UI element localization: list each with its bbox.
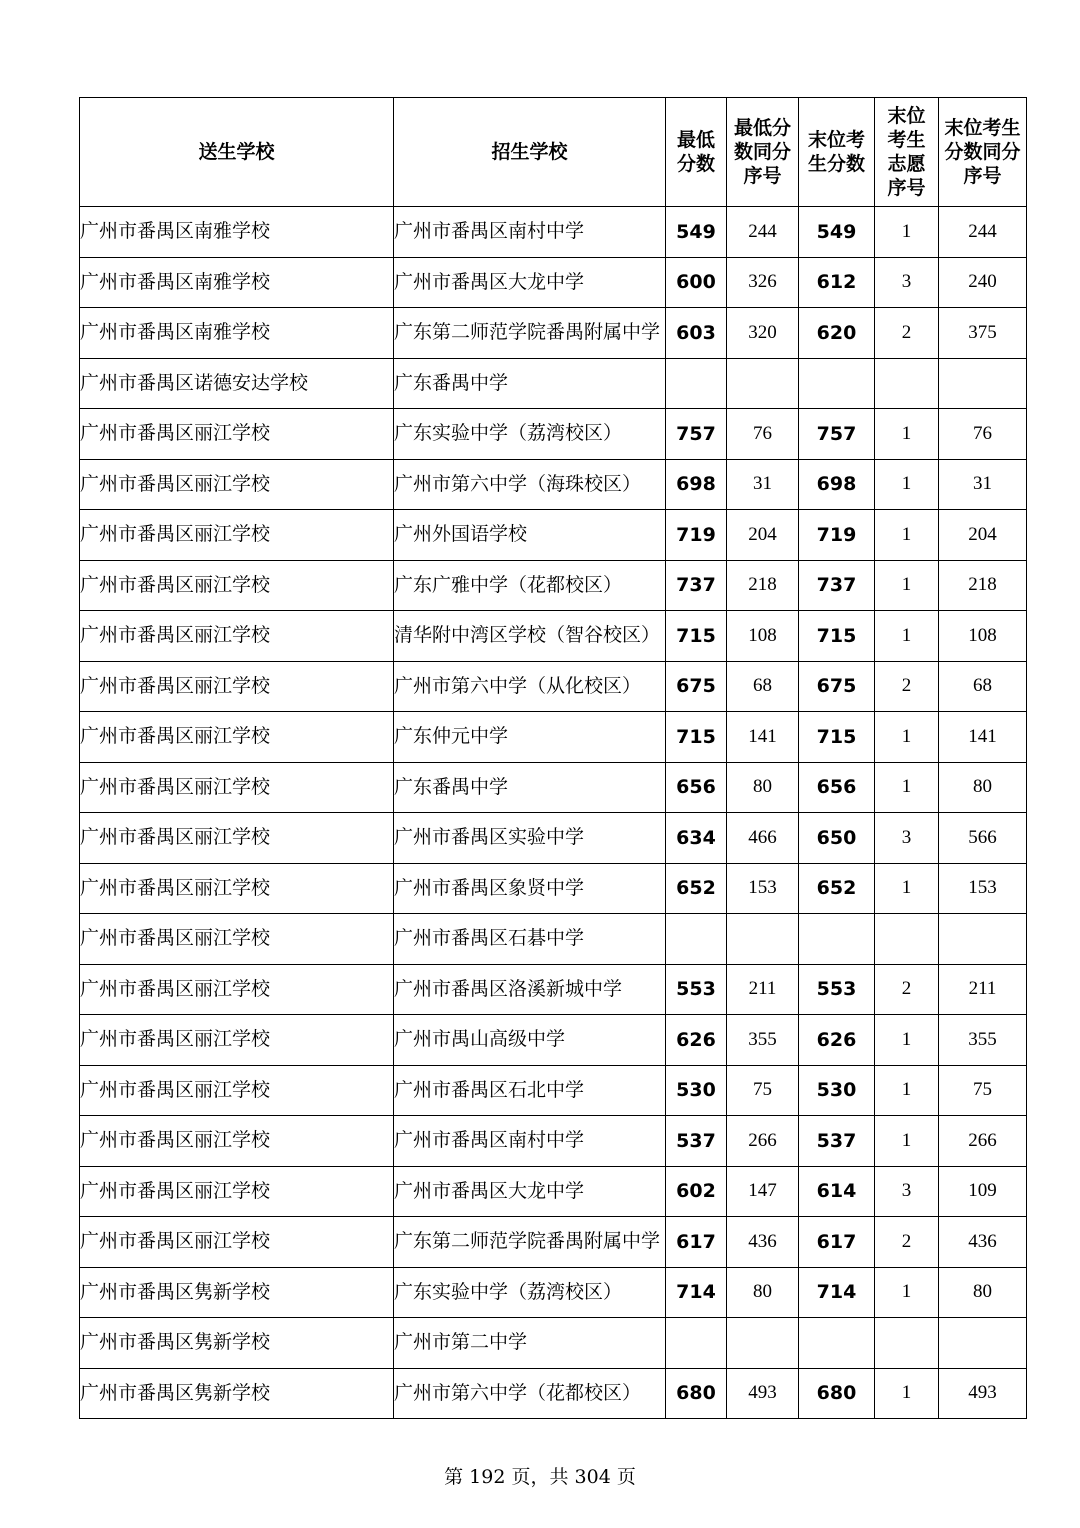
cell-sending-school: 广州市番禺区丽江学校 — [80, 1116, 394, 1167]
cell-admitting-school: 广州市番禺区象贤中学 — [394, 863, 666, 914]
cell-last-student-tie-rank: 266 — [939, 1116, 1027, 1167]
cell-sending-school: 广州市番禺区丽江学校 — [80, 914, 394, 965]
cell-admitting-school: 广州市番禺区石北中学 — [394, 1065, 666, 1116]
cell-last-student-tie-rank: 68 — [939, 661, 1027, 712]
cell-last-student-tie-rank: 355 — [939, 1015, 1027, 1066]
cell-admitting-school: 广州外国语学校 — [394, 510, 666, 561]
cell-min-score-tie-rank: 326 — [727, 257, 799, 308]
cell-sending-school: 广州市番禺区丽江学校 — [80, 762, 394, 813]
cell-min-score: 553 — [666, 964, 727, 1015]
cell-last-student-tie-rank: 153 — [939, 863, 1027, 914]
cell-min-score: 715 — [666, 712, 727, 763]
cell-last-student-score: 537 — [799, 1116, 875, 1167]
cell-last-student-tie-rank: 211 — [939, 964, 1027, 1015]
header-row — [80, 98, 1027, 207]
cell-admitting-school: 广州市番禺区大龙中学 — [394, 257, 666, 308]
page-number: 第 192 页，共 304 页 — [444, 1466, 636, 1488]
cell-admitting-school: 广州市禺山高级中学 — [394, 1015, 666, 1066]
cell-last-student-choice-rank: 1 — [875, 762, 939, 813]
table-row — [80, 914, 1027, 965]
cell-admitting-school: 广东第二师范学院番禺附属中学 — [394, 308, 666, 359]
cell-last-student-choice-rank: 1 — [875, 207, 939, 258]
cell-last-student-tie-rank: 80 — [939, 1267, 1027, 1318]
cell-last-student-tie-rank: 204 — [939, 510, 1027, 561]
cell-sending-school: 广州市番禺区诺德安达学校 — [80, 358, 394, 409]
cell-min-score: 603 — [666, 308, 727, 359]
cell-min-score-tie-rank: 204 — [727, 510, 799, 561]
table-row — [80, 1368, 1027, 1419]
cell-min-score-tie-rank: 355 — [727, 1015, 799, 1066]
cell-admitting-school: 广东广雅中学（花都校区） — [394, 560, 666, 611]
cell-min-score: 675 — [666, 661, 727, 712]
cell-min-score-tie-rank: 80 — [727, 1267, 799, 1318]
cell-min-score-tie-rank: 31 — [727, 459, 799, 510]
cell-min-score: 714 — [666, 1267, 727, 1318]
cell-admitting-school: 广州市第六中学（从化校区） — [394, 661, 666, 712]
cell-min-score: 656 — [666, 762, 727, 813]
cell-last-student-choice-rank: 1 — [875, 459, 939, 510]
cell-last-student-score: 617 — [799, 1217, 875, 1268]
cell-last-student-tie-rank: 108 — [939, 611, 1027, 662]
table-row — [80, 409, 1027, 460]
cell-sending-school: 广州市番禺区丽江学校 — [80, 1217, 394, 1268]
table-row — [80, 762, 1027, 813]
cell-min-score-tie-rank — [727, 1318, 799, 1369]
cell-min-score: 719 — [666, 510, 727, 561]
cell-last-student-score: 737 — [799, 560, 875, 611]
cell-last-student-tie-rank: 240 — [939, 257, 1027, 308]
cell-min-score-tie-rank: 147 — [727, 1166, 799, 1217]
cell-last-student-tie-rank: 218 — [939, 560, 1027, 611]
table-row — [80, 1267, 1027, 1318]
cell-admitting-school: 广东番禺中学 — [394, 762, 666, 813]
cell-last-student-choice-rank: 1 — [875, 510, 939, 561]
cell-min-score-tie-rank: 141 — [727, 712, 799, 763]
cell-last-student-score: 650 — [799, 813, 875, 864]
cell-admitting-school: 广州市番禺区南村中学 — [394, 207, 666, 258]
cell-last-student-tie-rank: 375 — [939, 308, 1027, 359]
cell-min-score: 602 — [666, 1166, 727, 1217]
table-row — [80, 964, 1027, 1015]
cell-admitting-school: 广州市番禺区洛溪新城中学 — [394, 964, 666, 1015]
cell-min-score-tie-rank: 266 — [727, 1116, 799, 1167]
cell-min-score-tie-rank: 153 — [727, 863, 799, 914]
cell-last-student-score: 656 — [799, 762, 875, 813]
cell-min-score-tie-rank: 466 — [727, 813, 799, 864]
table-row — [80, 207, 1027, 258]
cell-last-student-tie-rank: 436 — [939, 1217, 1027, 1268]
cell-last-student-tie-rank: 75 — [939, 1065, 1027, 1116]
table-row — [80, 1217, 1027, 1268]
cell-last-student-score: 612 — [799, 257, 875, 308]
cell-min-score: 549 — [666, 207, 727, 258]
table-row — [80, 510, 1027, 561]
cell-last-student-score: 715 — [799, 611, 875, 662]
cell-min-score — [666, 358, 727, 409]
cell-last-student-choice-rank: 2 — [875, 308, 939, 359]
cell-sending-school: 广州市番禺区丽江学校 — [80, 964, 394, 1015]
cell-last-student-choice-rank: 1 — [875, 1116, 939, 1167]
cell-min-score-tie-rank: 68 — [727, 661, 799, 712]
cell-min-score: 537 — [666, 1116, 727, 1167]
cell-last-student-tie-rank: 31 — [939, 459, 1027, 510]
table-row — [80, 611, 1027, 662]
table-row — [80, 257, 1027, 308]
cell-sending-school: 广州市番禺区南雅学校 — [80, 257, 394, 308]
cell-last-student-score: 620 — [799, 308, 875, 359]
cell-last-student-score: 675 — [799, 661, 875, 712]
cell-last-student-choice-rank — [875, 358, 939, 409]
cell-last-student-choice-rank: 1 — [875, 1368, 939, 1419]
cell-last-student-choice-rank: 1 — [875, 1065, 939, 1116]
table-row — [80, 560, 1027, 611]
table-row — [80, 1166, 1027, 1217]
cell-min-score-tie-rank: 80 — [727, 762, 799, 813]
table-row — [80, 1116, 1027, 1167]
cell-last-student-score — [799, 914, 875, 965]
cell-min-score: 617 — [666, 1217, 727, 1268]
table-row — [80, 1015, 1027, 1066]
header-admitting-school: 招生学校 — [394, 98, 666, 207]
header-last-student-tie-rank: 末位考生 分数同分 序号 — [939, 98, 1027, 207]
cell-sending-school: 广州市番禺区丽江学校 — [80, 409, 394, 460]
header-last-student-choice-rank: 末位 考生 志愿 序号 — [875, 98, 939, 207]
cell-last-student-score: 530 — [799, 1065, 875, 1116]
cell-admitting-school: 广东实验中学（荔湾校区） — [394, 409, 666, 460]
cell-sending-school: 广州市番禺区丽江学校 — [80, 712, 394, 763]
cell-last-student-choice-rank: 1 — [875, 1267, 939, 1318]
header-min-score: 最低 分数 — [666, 98, 727, 207]
table-row — [80, 308, 1027, 359]
cell-min-score: 737 — [666, 560, 727, 611]
cell-last-student-choice-rank: 2 — [875, 964, 939, 1015]
cell-last-student-tie-rank — [939, 914, 1027, 965]
cell-min-score-tie-rank: 108 — [727, 611, 799, 662]
cell-admitting-school: 广东番禺中学 — [394, 358, 666, 409]
cell-min-score-tie-rank — [727, 358, 799, 409]
cell-last-student-score: 680 — [799, 1368, 875, 1419]
cell-last-student-score: 757 — [799, 409, 875, 460]
cell-admitting-school: 广州市番禺区实验中学 — [394, 813, 666, 864]
cell-sending-school: 广州市番禺区丽江学校 — [80, 560, 394, 611]
table-row — [80, 1065, 1027, 1116]
table-row — [80, 712, 1027, 763]
header-last-student-score: 末位考 生分数 — [799, 98, 875, 207]
cell-last-student-tie-rank — [939, 358, 1027, 409]
cell-min-score: 698 — [666, 459, 727, 510]
cell-min-score-tie-rank: 493 — [727, 1368, 799, 1419]
admission-table — [79, 97, 1027, 1419]
table-row — [80, 459, 1027, 510]
table-row — [80, 358, 1027, 409]
header-sending-school: 送生学校 — [80, 98, 394, 207]
cell-last-student-choice-rank: 1 — [875, 863, 939, 914]
cell-last-student-score — [799, 358, 875, 409]
cell-last-student-score — [799, 1318, 875, 1369]
cell-last-student-choice-rank: 1 — [875, 611, 939, 662]
cell-min-score-tie-rank — [727, 914, 799, 965]
cell-admitting-school: 广州市番禺区石碁中学 — [394, 914, 666, 965]
cell-sending-school: 广州市番禺区隽新学校 — [80, 1318, 394, 1369]
cell-min-score-tie-rank: 75 — [727, 1065, 799, 1116]
header-min-score-tie-rank: 最低分 数同分 序号 — [727, 98, 799, 207]
cell-min-score: 680 — [666, 1368, 727, 1419]
cell-sending-school: 广州市番禺区丽江学校 — [80, 661, 394, 712]
cell-last-student-tie-rank: 109 — [939, 1166, 1027, 1217]
cell-last-student-tie-rank: 76 — [939, 409, 1027, 460]
cell-last-student-choice-rank: 3 — [875, 257, 939, 308]
cell-last-student-score: 652 — [799, 863, 875, 914]
cell-min-score: 634 — [666, 813, 727, 864]
cell-last-student-choice-rank: 2 — [875, 1217, 939, 1268]
cell-last-student-choice-rank: 1 — [875, 1015, 939, 1066]
cell-min-score-tie-rank: 211 — [727, 964, 799, 1015]
cell-min-score — [666, 914, 727, 965]
cell-last-student-score: 626 — [799, 1015, 875, 1066]
cell-last-student-tie-rank: 80 — [939, 762, 1027, 813]
cell-min-score: 715 — [666, 611, 727, 662]
cell-min-score: 652 — [666, 863, 727, 914]
cell-sending-school: 广州市番禺区丽江学校 — [80, 510, 394, 561]
cell-admitting-school: 广州市第二中学 — [394, 1318, 666, 1369]
table-body — [80, 207, 1027, 1419]
cell-last-student-choice-rank — [875, 914, 939, 965]
cell-last-student-score: 714 — [799, 1267, 875, 1318]
cell-min-score: 626 — [666, 1015, 727, 1066]
cell-admitting-school: 广州市第六中学（海珠校区） — [394, 459, 666, 510]
cell-last-student-score: 698 — [799, 459, 875, 510]
cell-admitting-school: 广州市番禺区南村中学 — [394, 1116, 666, 1167]
cell-admitting-school: 广东仲元中学 — [394, 712, 666, 763]
cell-sending-school: 广州市番禺区丽江学校 — [80, 459, 394, 510]
cell-min-score-tie-rank: 436 — [727, 1217, 799, 1268]
cell-min-score: 530 — [666, 1065, 727, 1116]
cell-sending-school: 广州市番禺区丽江学校 — [80, 1166, 394, 1217]
cell-min-score: 600 — [666, 257, 727, 308]
cell-sending-school: 广州市番禺区丽江学校 — [80, 1065, 394, 1116]
table-row — [80, 863, 1027, 914]
cell-last-student-tie-rank — [939, 1318, 1027, 1369]
cell-min-score: 757 — [666, 409, 727, 460]
table-row — [80, 661, 1027, 712]
cell-last-student-score: 719 — [799, 510, 875, 561]
cell-last-student-tie-rank: 244 — [939, 207, 1027, 258]
cell-min-score-tie-rank: 320 — [727, 308, 799, 359]
cell-last-student-choice-rank: 1 — [875, 409, 939, 460]
table-row — [80, 813, 1027, 864]
cell-sending-school: 广州市番禺区丽江学校 — [80, 611, 394, 662]
cell-admitting-school: 广东实验中学（荔湾校区） — [394, 1267, 666, 1318]
cell-sending-school: 广州市番禺区隽新学校 — [80, 1267, 394, 1318]
cell-last-student-choice-rank: 3 — [875, 1166, 939, 1217]
cell-last-student-score: 549 — [799, 207, 875, 258]
cell-sending-school: 广州市番禺区南雅学校 — [80, 207, 394, 258]
cell-sending-school: 广州市番禺区隽新学校 — [80, 1368, 394, 1419]
cell-sending-school: 广州市番禺区南雅学校 — [80, 308, 394, 359]
cell-sending-school: 广州市番禺区丽江学校 — [80, 813, 394, 864]
cell-admitting-school: 广东第二师范学院番禺附属中学 — [394, 1217, 666, 1268]
cell-min-score-tie-rank: 218 — [727, 560, 799, 611]
cell-admitting-school: 广州市第六中学（花都校区） — [394, 1368, 666, 1419]
cell-last-student-choice-rank: 1 — [875, 712, 939, 763]
cell-last-student-score: 553 — [799, 964, 875, 1015]
cell-last-student-choice-rank — [875, 1318, 939, 1369]
cell-last-student-tie-rank: 141 — [939, 712, 1027, 763]
cell-last-student-score: 715 — [799, 712, 875, 763]
cell-sending-school: 广州市番禺区丽江学校 — [80, 1015, 394, 1066]
cell-last-student-score: 614 — [799, 1166, 875, 1217]
cell-sending-school: 广州市番禺区丽江学校 — [80, 863, 394, 914]
cell-last-student-choice-rank: 2 — [875, 661, 939, 712]
table-row — [80, 1318, 1027, 1369]
cell-last-student-tie-rank: 566 — [939, 813, 1027, 864]
cell-last-student-choice-rank: 1 — [875, 560, 939, 611]
cell-last-student-tie-rank: 493 — [939, 1368, 1027, 1419]
cell-admitting-school: 广州市番禺区大龙中学 — [394, 1166, 666, 1217]
cell-admitting-school: 清华附中湾区学校（智谷校区） — [394, 611, 666, 662]
cell-last-student-choice-rank: 3 — [875, 813, 939, 864]
cell-min-score-tie-rank: 76 — [727, 409, 799, 460]
cell-min-score-tie-rank: 244 — [727, 207, 799, 258]
cell-min-score — [666, 1318, 727, 1369]
